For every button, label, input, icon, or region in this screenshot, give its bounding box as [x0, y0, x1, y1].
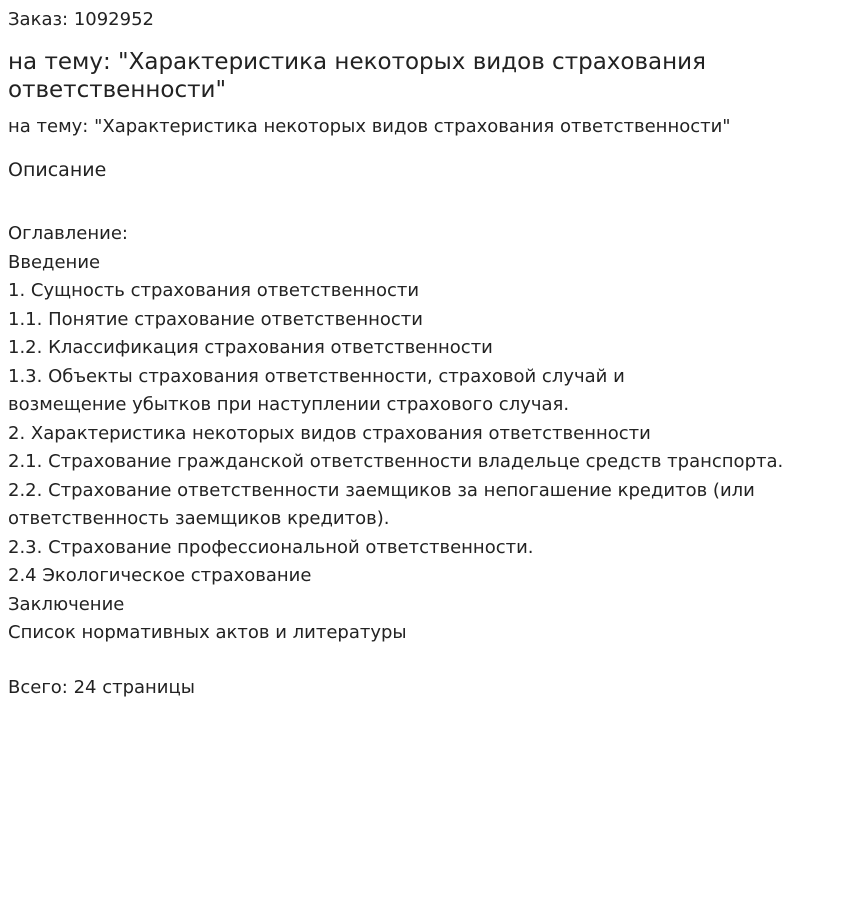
toc-item: Введение — [8, 251, 101, 273]
toc-item: 2.3. Страхование профессиональной ответственности. — [8, 536, 534, 558]
order-number: Заказ: 1092952 — [8, 9, 154, 30]
page-subtitle: на тему: "Характеристика некоторых видов страхования ответственности" — [8, 116, 731, 137]
toc-item-continuation: возмещение убытков при наступлении страхового случая. — [8, 394, 570, 415]
total-pages: Всего: 24 страницы — [8, 677, 195, 698]
toc-item: 1.1. Понятие страхование ответственности — [8, 308, 423, 330]
toc-item: 2.4 Экологическое страхование — [8, 565, 312, 586]
table-of-contents — [8, 220, 833, 648]
toc-item-continuation: ответственность заемщиков кредитов). — [8, 508, 390, 529]
toc-item: 2.1. Страхование гражданской ответственности владельце средств транспорта. — [8, 451, 784, 472]
description-heading: Описание — [8, 159, 107, 181]
toc-item: 2. Характеристика некоторых видов страхования ответственности — [8, 422, 651, 444]
toc-item: 1.2. Классификация страхования ответственности — [8, 337, 493, 358]
toc-item: 1. Сущность страхования ответственности — [8, 280, 420, 301]
toc-item: Заключение — [8, 593, 125, 615]
page-title: на тему: "Характеристика некоторых видов страхования ответственности" — [8, 49, 706, 103]
toc-item: 2.2. Страхование ответственности заемщиков за непогашение кредитов (или — [8, 479, 755, 501]
toc-item: Список нормативных актов и литературы — [8, 622, 407, 643]
toc-heading: Оглавление: — [8, 223, 128, 244]
toc-item: 1.3. Объекты страхования ответственности, страховой случай и — [8, 365, 625, 387]
